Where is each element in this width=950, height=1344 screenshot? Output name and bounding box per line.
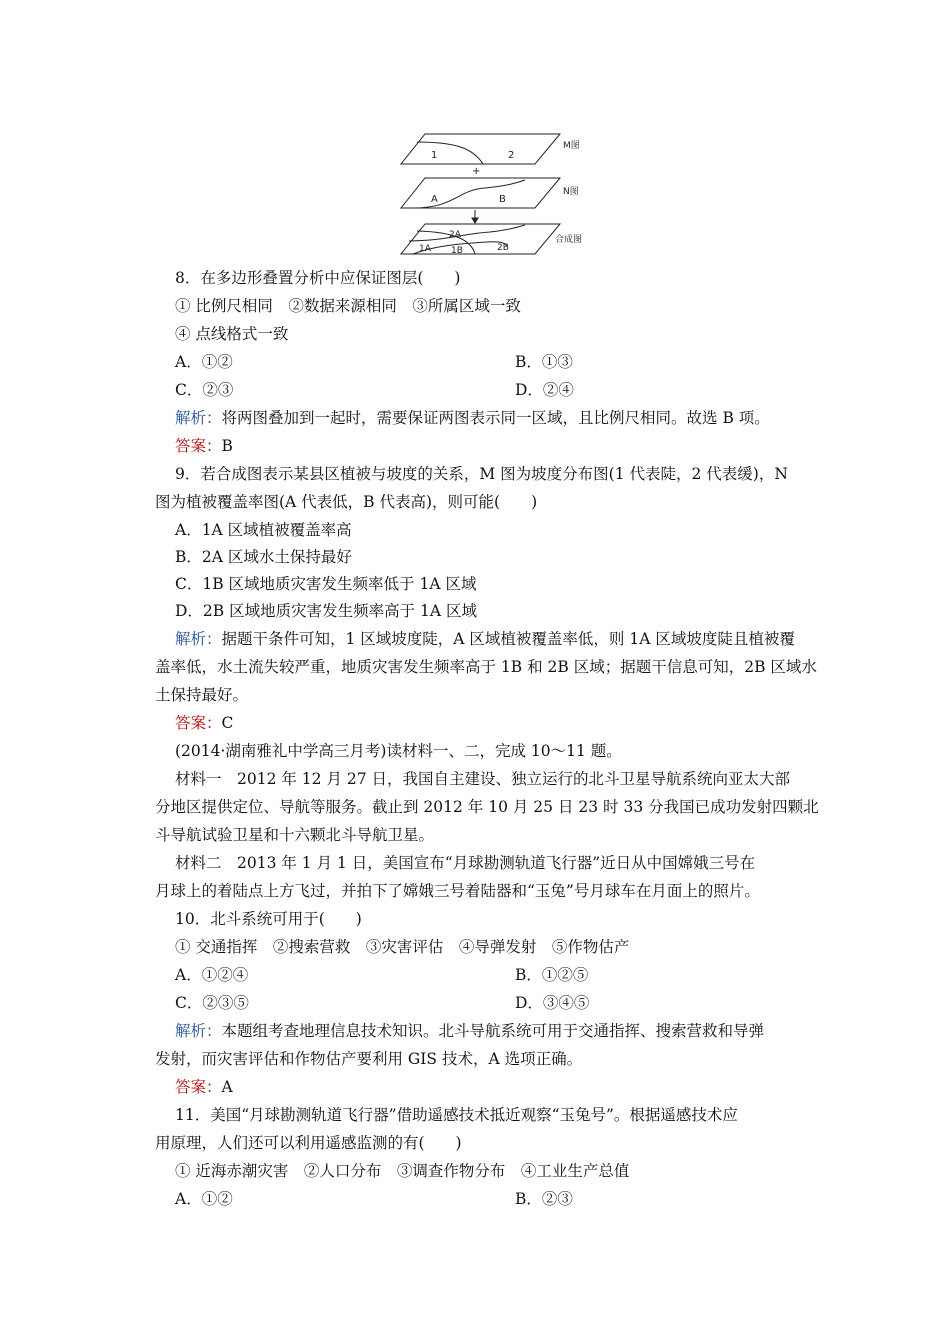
composite-2b: 2B bbox=[497, 243, 509, 253]
m-layer-plane bbox=[401, 134, 560, 164]
q9-option-b: B．2A 区域水土保持最好 bbox=[175, 548, 352, 566]
q9-stem-line2: 图为植被覆盖率图(A 代表低，B 代表高)，则可能( ) bbox=[155, 493, 538, 511]
q8-option-b: B．①③ bbox=[515, 353, 573, 371]
m-boundary bbox=[417, 142, 483, 164]
q11-option-row1 bbox=[175, 1189, 573, 1211]
q9-analysis-line2: 盖率低，水土流失较严重，地质灾害发生频率高于 1B 和 2B 区域；据题干信息可知，2B 区域水 bbox=[155, 658, 817, 676]
composite-1b: 1B bbox=[451, 246, 463, 256]
material1-line1: 材料一 2012 年 12 月 27 日，我国自主建设、独立运行的北斗卫星导航系统向亚太大部 bbox=[175, 770, 791, 788]
q8-option-row1 bbox=[175, 352, 573, 374]
q9-analysis-line3: 土保持最好。 bbox=[155, 686, 249, 704]
q9-option-a: A．1A 区域植被覆盖率高 bbox=[175, 521, 352, 539]
n-region-a: A bbox=[431, 194, 438, 205]
composite-label: 合成图 bbox=[555, 235, 583, 245]
q9-analysis-text1: 据题干条件可知，1 区域坡度陡，A 区域植被覆盖率低，则 1A 区域坡度陡且植被覆 bbox=[221, 630, 795, 648]
n-boundary bbox=[413, 180, 525, 208]
m-region-2: 2 bbox=[508, 150, 515, 161]
q8-analysis-text: 将两图叠加到一起时，需要保证两图表示同一区域，且比例尺相同。故选 B 项。 bbox=[221, 409, 770, 427]
n-layer-plane bbox=[401, 178, 560, 208]
q9-analysis-line1 bbox=[175, 629, 795, 651]
q9-option-d: D．2B 区域地质灾害发生频率高于 1A 区域 bbox=[175, 602, 478, 620]
q9-answer bbox=[175, 713, 233, 735]
q10-answer-value: A bbox=[221, 1078, 233, 1096]
q8-option-d: D．②④ bbox=[515, 381, 574, 399]
q8-stem: 8．在多边形叠置分析中应保证图层( ) bbox=[175, 269, 461, 287]
q8-analysis bbox=[175, 408, 770, 430]
n-region-b: B bbox=[499, 194, 506, 205]
q8-option-row2 bbox=[175, 380, 574, 402]
q8-option-a: A．①② bbox=[175, 353, 233, 371]
material-intro: (2014·湖南雅礼中学高三月考)读材料一、二，完成 10～11 题。 bbox=[175, 742, 622, 760]
q10-answer-label: 答案： bbox=[175, 1078, 222, 1096]
q9-answer-label: 答案： bbox=[175, 714, 222, 732]
q11-option-b: B．②③ bbox=[515, 1190, 573, 1208]
q8-options-line1: ① 比例尺相同 ②数据来源相同 ③所属区域一致 bbox=[175, 297, 521, 315]
q11-stem-line2: 用原理，人们还可以利用遥感监测的有( ) bbox=[155, 1134, 462, 1152]
material2-line2: 月球上的着陆点上方飞过，并拍下了嫦娥三号着陆器和“玉兔”号月球车在月面上的照片。 bbox=[155, 882, 760, 900]
q10-option-d: D．③④⑤ bbox=[515, 994, 590, 1012]
q8-options-line2: ④ 点线格式一致 bbox=[175, 325, 289, 343]
plus-sign: + bbox=[472, 166, 481, 177]
q8-analysis-label: 解析： bbox=[175, 409, 222, 427]
q9-option-c: C．1B 区域地质灾害发生频率低于 1A 区域 bbox=[175, 575, 477, 593]
q8-option-c: C．②③ bbox=[175, 381, 234, 399]
q10-stem: 10．北斗系统可用于( ) bbox=[175, 910, 362, 928]
q10-analysis-line2: 发射，而灾害评估和作物估产要利用 GIS 技术，A 选项正确。 bbox=[155, 1050, 583, 1068]
q8-answer-value: B bbox=[221, 437, 233, 455]
n-label: N图 bbox=[563, 187, 579, 197]
q10-analysis-line1 bbox=[175, 1021, 764, 1043]
composite-1a: 1A bbox=[419, 244, 431, 254]
q9-stem-line1: 9．若合成图表示某县区植被与坡度的关系，M 图为坡度分布图(1 代表陡，2 代表缓)，N bbox=[175, 465, 788, 483]
q9-answer-value: C bbox=[221, 714, 234, 732]
q11-stem-line1: 11．美国“月球勘测轨道飞行器”借助遥感技术抵近观察“玉兔号”。根据遥感技术应 bbox=[175, 1106, 738, 1124]
q10-answer bbox=[175, 1077, 233, 1099]
overlay-figure bbox=[395, 128, 595, 258]
composite-2a: 2A bbox=[449, 230, 461, 240]
q10-options: ① 交通指挥 ②搜索营救 ③灾害评估 ④导弹发射 ⑤作物估产 bbox=[175, 938, 630, 956]
q10-analysis-text1: 本题组考查地理信息技术知识。北斗导航系统可用于交通指挥、搜索营救和导弹 bbox=[221, 1022, 765, 1040]
material1-line3: 斗导航试验卫星和十六颗北斗导航卫星。 bbox=[155, 826, 435, 844]
m-label: M图 bbox=[563, 141, 580, 151]
q10-analysis-label: 解析： bbox=[175, 1022, 222, 1040]
q10-option-a: A．①②④ bbox=[175, 966, 249, 984]
q10-option-row1 bbox=[175, 965, 589, 987]
material2-line1: 材料二 2013 年 1 月 1 日，美国宣布“月球勘测轨道飞行器”近日从中国嫦娥三号在 bbox=[175, 854, 756, 872]
material1-line2: 分地区提供定位、导航等服务。截止到 2012 年 10 月 25 日 23 时 33 分我国已成功发射四颗北 bbox=[155, 798, 819, 816]
q11-option-a: A．①② bbox=[175, 1190, 233, 1208]
m-region-1: 1 bbox=[431, 150, 438, 161]
q11-options: ① 近海赤潮灾害 ②人口分布 ③调查作物分布 ④工业生产总值 bbox=[175, 1162, 630, 1180]
q10-option-b: B．①②⑤ bbox=[515, 966, 589, 984]
q9-analysis-label: 解析： bbox=[175, 630, 222, 648]
q10-option-c: C．②③⑤ bbox=[175, 994, 249, 1012]
q8-answer-label: 答案： bbox=[175, 437, 222, 455]
q10-option-row2 bbox=[175, 993, 590, 1015]
q8-answer bbox=[175, 436, 233, 458]
